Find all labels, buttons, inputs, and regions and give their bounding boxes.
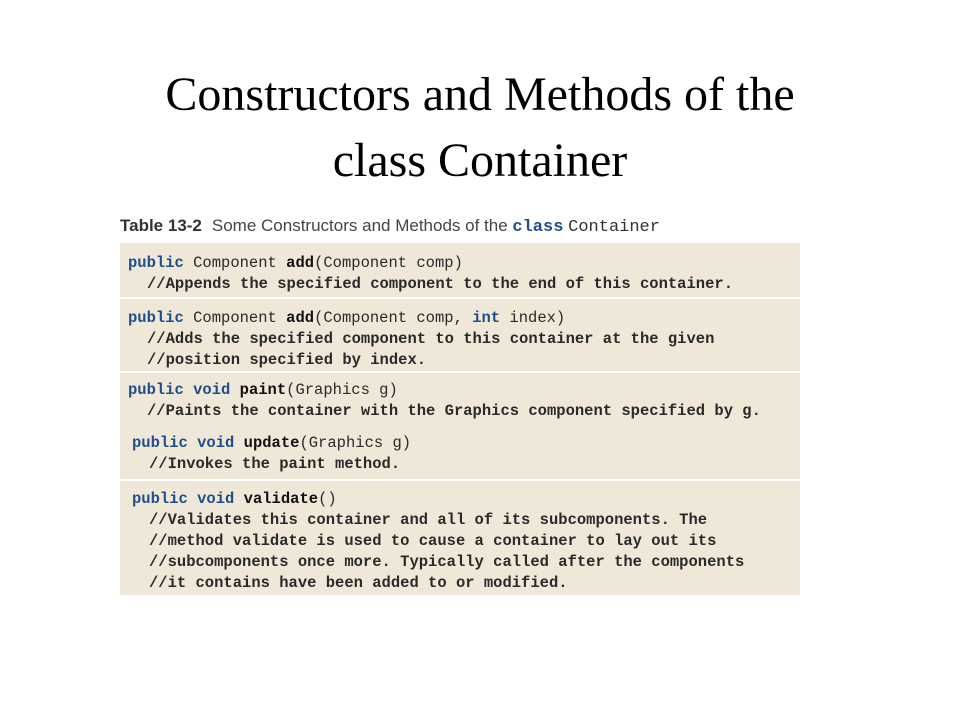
method-comment: //Invokes the paint method.: [149, 455, 401, 473]
method-params: (Component comp): [314, 254, 463, 272]
table-caption-text: Some Constructors and Methods of the: [211, 216, 508, 235]
method-signature-update: [132, 433, 411, 454]
method-name: update: [243, 434, 300, 452]
method-params: (Graphics g): [299, 434, 412, 452]
method-signature: [132, 489, 337, 510]
table-row-paint-update: [120, 371, 800, 479]
return-type: Component: [193, 254, 277, 272]
method-signature: [128, 253, 463, 274]
method-comment: //position specified by index.: [147, 351, 427, 369]
modifier-keyword: public: [128, 254, 184, 272]
return-type: Component: [193, 309, 277, 327]
table-number: Table 13-2: [120, 216, 202, 235]
table-row-add-index: [120, 297, 800, 371]
method-params-rest: index): [509, 309, 566, 327]
table-caption-class: Container: [568, 218, 660, 237]
method-comment: //method validate is used to cause a container to lay out its: [149, 532, 717, 550]
table-row-add: [120, 243, 800, 297]
method-name: add: [286, 309, 315, 327]
method-comment: //Validates this container and all of its subcomponents. The: [149, 511, 708, 529]
method-comment: //it contains have been added to or modified.: [149, 574, 568, 592]
table-caption: [120, 216, 660, 237]
methods-table: [120, 243, 800, 595]
method-name: validate: [243, 490, 319, 508]
int-keyword: int: [472, 309, 501, 327]
method-name: paint: [239, 381, 287, 399]
method-name: add: [286, 254, 315, 272]
method-params: (Component comp,: [314, 309, 463, 327]
modifier-keyword: public void: [128, 381, 231, 399]
modifier-keyword: public: [128, 309, 184, 327]
method-signature: [128, 308, 565, 329]
table-caption-keyword: class: [512, 218, 564, 237]
slide-title-line-2: class Container: [332, 134, 628, 187]
method-comment: //Paints the container with the Graphics component specified by g.: [147, 402, 761, 420]
method-comment: //Adds the specified component to this container at the given: [147, 330, 715, 348]
method-comment: //Appends the specified component to the end of this container.: [147, 275, 733, 293]
modifier-keyword: public void: [132, 490, 235, 508]
method-comment: //subcomponents once more. Typically called after the components: [149, 553, 745, 571]
method-signature: [128, 380, 398, 401]
slide-title: [0, 62, 960, 194]
modifier-keyword: public void: [132, 434, 235, 452]
table-row-validate: [120, 479, 800, 595]
method-params: (): [318, 490, 337, 508]
method-params: (Graphics g): [286, 381, 398, 399]
slide-title-line-1: Constructors and Methods of the: [165, 68, 795, 121]
